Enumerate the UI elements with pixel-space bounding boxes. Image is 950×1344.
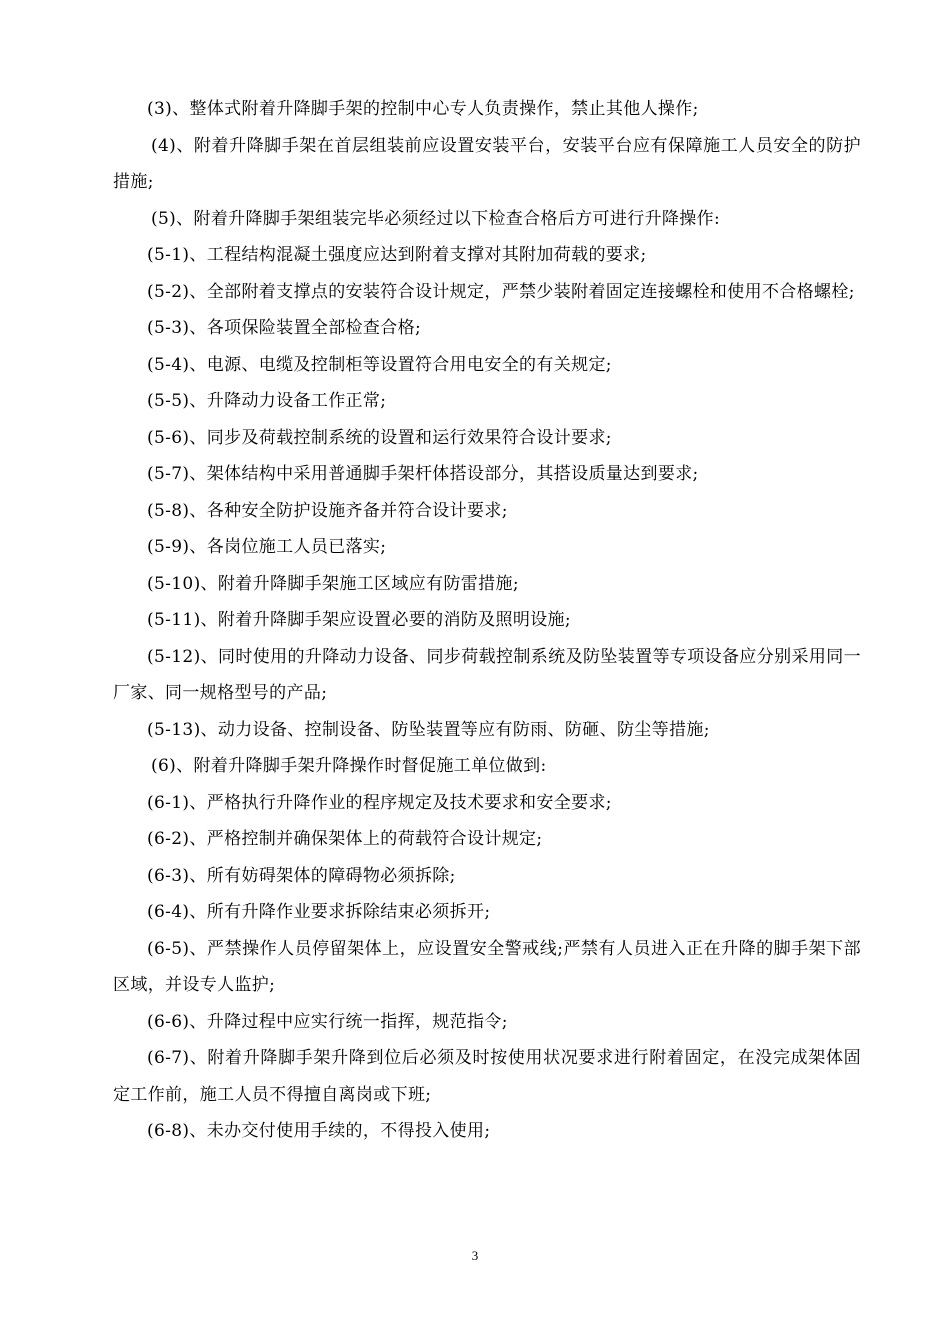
paragraph-5-2: (5-2)、全部附着支撑点的安装符合设计规定，严禁少装附着固定连接螺栓和使用不合格螺栓;: [147, 281, 855, 302]
paragraph-5-10: (5-10)、附着升降脚手架施工区域应有防雷措施;: [147, 573, 519, 594]
paragraph-5-1: (5-1)、工程结构混凝土强度应达到附着支撑对其附加荷载的要求;: [147, 245, 647, 265]
paragraph-6-4: (6-4)、所有升降作业要求拆除结束必须拆开;: [147, 902, 491, 922]
document-body: [113, 91, 861, 1150]
paragraph-5-5: (5-5)、升降动力设备工作正常;: [147, 391, 387, 411]
paragraph-5-7: (5-7)、架体结构中采用普通脚手架杆体搭设部分，其搭设质量达到要求;: [147, 464, 699, 484]
paragraph-6-5: (6-5)、严禁操作人员停留架体上，应设置安全警戒线;严禁有人员进入正在升降的脚手架下部区域，并设专人监护;: [113, 938, 861, 995]
page-number: 3: [471, 1248, 479, 1263]
paragraph-6-7: (6-7)、附着升降脚手架升降到位后必须及时按使用状况要求进行附着固定，在没完成架体固定工作前，施工人员不得擅自离岗或下班;: [113, 1048, 861, 1105]
paragraph-6-1: (6-1)、严格执行升降作业的程序规定及技术要求和安全要求;: [147, 792, 612, 813]
paragraph-5-9: (5-9)、各岗位施工人员已落实;: [147, 537, 387, 557]
paragraph-3: (3)、整体式附着升降脚手架的控制中心专人负责操作，禁止其他人操作;: [147, 99, 699, 119]
paragraph-5-8: (5-8)、各种安全防护设施齐备并符合设计要求;: [147, 500, 508, 521]
paragraph-5-3: (5-3)、各项保险装置全部检查合格;: [147, 318, 422, 338]
paragraph-6-3: (6-3)、所有妨碍架体的障碍物必须拆除;: [147, 865, 456, 886]
paragraph-5-11: (5-11)、附着升降脚手架应设置必要的消防及照明设施;: [147, 610, 571, 630]
paragraph-5-6: (5-6)、同步及荷载控制系统的设置和运行效果符合设计要求;: [147, 427, 612, 448]
paragraph-5-12: (5-12)、同时使用的升降动力设备、同步荷载控制系统及防坠装置等专项设备应分别采用同一厂家、同一规格型号的产品;: [113, 646, 861, 703]
paragraph-6-8: (6-8)、未办交付使用手续的，不得投入使用;: [147, 1121, 491, 1141]
paragraph-6-2: (6-2)、严格控制并确保架体上的荷载符合设计规定;: [147, 829, 543, 849]
paragraph-5-13: (5-13)、动力设备、控制设备、防坠装置等应有防雨、防砸、防尘等措施;: [147, 719, 710, 740]
paragraph-6: (6)、附着升降脚手架升降操作时督促施工单位做到:: [151, 756, 547, 776]
paragraph-6-6: (6-6)、升降过程中应实行统一指挥，规范指令;: [147, 1011, 508, 1032]
paragraph-4: (4)、附着升降脚手架在首层组装前应设置安装平台，安装平台应有保障施工人员安全的防护措施;: [113, 135, 861, 192]
paragraph-5-4: (5-4)、电源、电缆及控制柜等设置符合用电安全的有关规定;: [147, 354, 612, 375]
paragraph-5: (5)、附着升降脚手架组装完毕必须经过以下检查合格后方可进行升降操作:: [151, 208, 721, 229]
